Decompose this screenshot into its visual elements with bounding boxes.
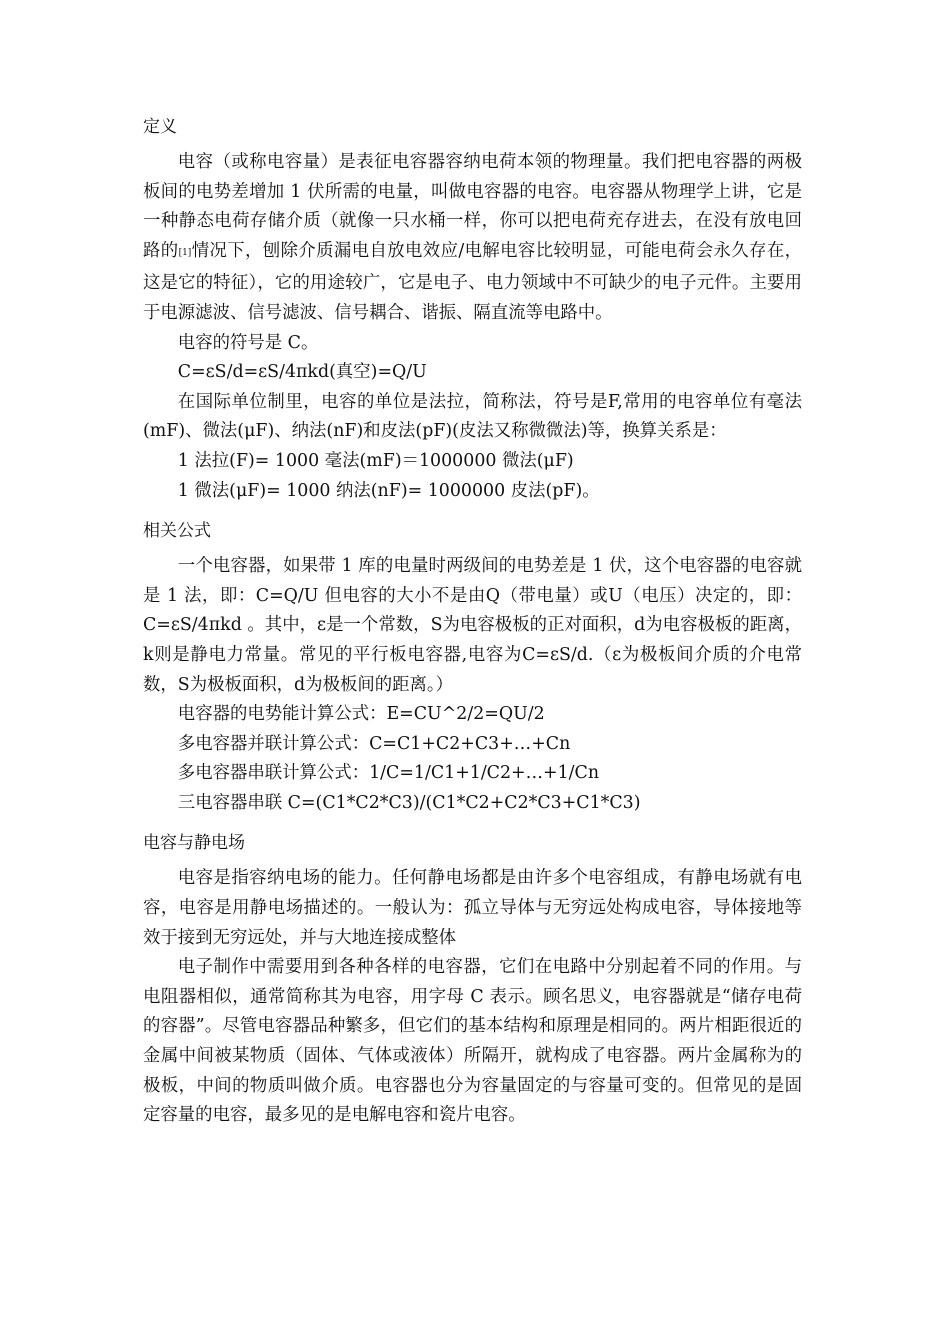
paragraph: 一个电容器，如果带 1 库的电量时两级间的电势差是 1 伏，这个电容器的电容就是 1 法，即：C=Q/U 但电容的大小不是由Q（带电量）或U（电压）决定的，即：C=εS/4πkd 。其中，ε是一个常数，S为电容极板的正对面积，d为电容极板的距离， k则是静电力常量。常见的平行板电容器,电容为C=εS/d.（ε为极板间介质的介电常数，S为极板面积，d为极板间的距离。） bbox=[143, 556, 802, 695]
section-heading: 电容与静电场 bbox=[143, 833, 245, 854]
formula: 多电容器串联计算公式：1/C=1/C1+1/C2+…+1/Cn bbox=[177, 763, 600, 784]
section-heading: 相关公式 bbox=[143, 521, 211, 542]
paragraph-text: 情况下，刨除介质漏电自放电效应/电解电容比较明显，可能电荷会永久存在，这是它的特征），它的用途较广，它是电子、电力领域中不可缺少的电子元件。主要用于电源滤波、信号滤波、信号耦合、谐振、隔直流等电路中。 bbox=[143, 240, 802, 323]
paragraph: 在国际单位制里，电容的单位是法拉，简称法，符号是F,常用的电容单位有毫法(mF)、微法(μF)、纳法(nF)和皮法(pF)(皮法又称微微法)等，换算关系是： bbox=[143, 391, 802, 442]
formula: 电容器的电势能计算公式：E=CU^2/2=QU/2 bbox=[177, 704, 545, 725]
paragraph: 电子制作中需要用到各种各样的电容器，它们在电路中分别起着不同的作用。与电阻器相似，通常简称其为电容，用字母 C 表示。顾名思义，电容器就是“储存电荷的容器”。尽管电容器品种繁多，但它们的基本结构和原理是相同的。两片相距很近的金属中间被某物质（固体、气体或液体）所隔开，就构成了电容器。两片金属称为的极板，中间的物质叫做介质。电容器也分为容量固定的与容量可变的。但常见的是固定容量的电容，最多见的是电解电容和瓷片电容。 bbox=[143, 957, 802, 1126]
formula: 三电容器串联 C=(C1*C2*C3)/(C1*C2+C2*C3+C1*C3) bbox=[177, 792, 641, 813]
paragraph bbox=[143, 148, 802, 329]
section-definition bbox=[143, 112, 802, 506]
section-formulas bbox=[143, 516, 802, 818]
formula: C=εS/d=εS/4πkd(真空)=Q/U bbox=[177, 362, 427, 383]
paragraph: 电容的符号是 C。 bbox=[177, 332, 319, 353]
section-heading: 定义 bbox=[143, 117, 177, 137]
formula: 多电容器并联计算公式：C=C1+C2+C3+…+Cn bbox=[177, 733, 571, 754]
paragraph-text: 电容（或称电容量）是表征电容器容纳电荷本领的物理量。我们把电容器的两极板间的电势差增加 1 伏所需的电量，叫做电容器的电容。电容器从物理学上讲，它是一种静态电荷存储介质（就像一只水桶一样，你可以把电荷充存进去，在没有放电回路的 bbox=[143, 152, 802, 261]
section-electrostatic-field bbox=[143, 828, 802, 1130]
paragraph: 电容是指容纳电场的能力。任何静电场都是由许多个电容组成，有静电场就有电容，电容是用静电场描述的。一般认为：孤立导体与无穷远处构成电容，导体接地等效于接到无穷远处，并与大地连接成整体 bbox=[143, 868, 802, 948]
conversion-line: 1 法拉(F)= 1000 毫法(mF)＝1000000 微法(μF) bbox=[177, 450, 574, 471]
footnote-marker[interactable]: [1] bbox=[178, 247, 192, 258]
conversion-line: 1 微法(μF)= 1000 纳法(nF)= 1000000 皮法(pF)。 bbox=[177, 480, 600, 501]
